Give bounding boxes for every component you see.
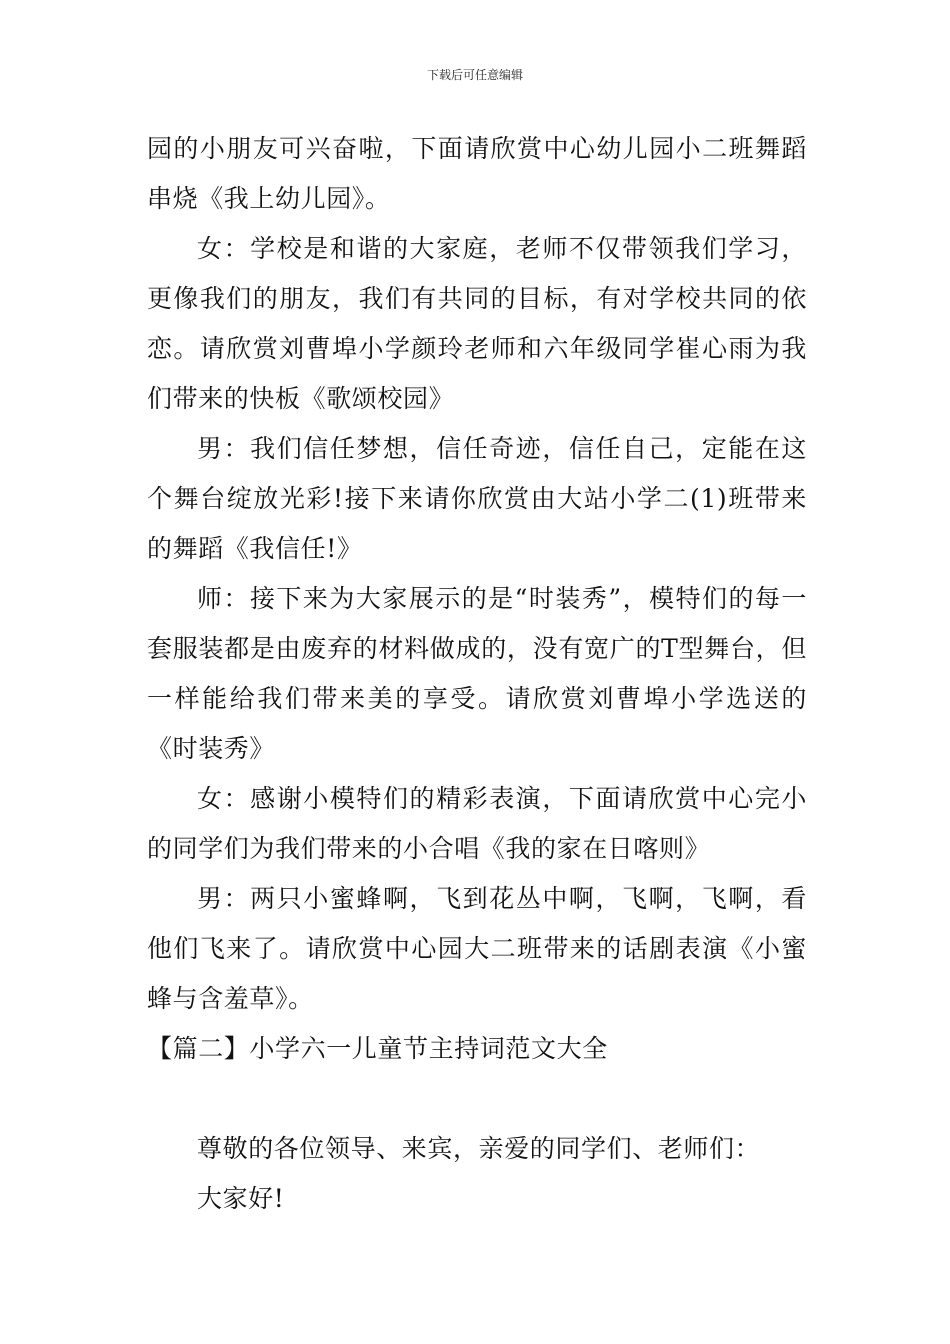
paragraph: 师：接下来为大家展示的是“时装秀”，模特们的每一套服装都是由废弃的材料做成的，没有宽广的T型舞台，但一样能给我们带来美的享受。请欣赏刘曹埠小学选送的《时装秀》	[147, 584, 807, 763]
hello-line: 大家好!	[197, 1184, 285, 1213]
paragraph: 男：两只小蜜蜂啊，飞到花丛中啊，飞啊，飞啊，看他们飞来了。请欣赏中心园大二班带来的话剧表演《小蜜蜂与含羞草》。	[147, 884, 807, 1013]
blank-line	[147, 1074, 807, 1124]
greeting-line: 尊敬的各位领导、来宾，亲爱的同学们、老师们：	[197, 1134, 761, 1163]
document-body	[147, 124, 807, 1224]
page-header: 下载后可任意编辑	[426, 68, 523, 82]
paragraph: 女：学校是和谐的大家庭，老师不仅带领我们学习，更像我们的朋友，我们有共同的目标，有对学校共同的依恋。请欣赏刘曹埠小学颜玲老师和六年级同学崔心雨为我们带来的快板《歌颂校园》	[147, 234, 807, 413]
paragraph: 男：我们信任梦想，信任奇迹，信任自己，定能在这个舞台绽放光彩!接下来请你欣赏由大站小学二(1)班带来的舞蹈《我信任!》	[147, 434, 807, 563]
paragraph: 女：感谢小模特们的精彩表演，下面请欣赏中心完小的同学们为我们带来的小合唱《我的家在日喀则》	[147, 784, 807, 863]
section-heading: 【篇二】小学六一儿童节主持词范文大全	[147, 1034, 608, 1063]
paragraph-continued: 园的小朋友可兴奋啦，下面请欣赏中心幼儿园小二班舞蹈串烧《我上幼儿园》。	[147, 134, 807, 213]
